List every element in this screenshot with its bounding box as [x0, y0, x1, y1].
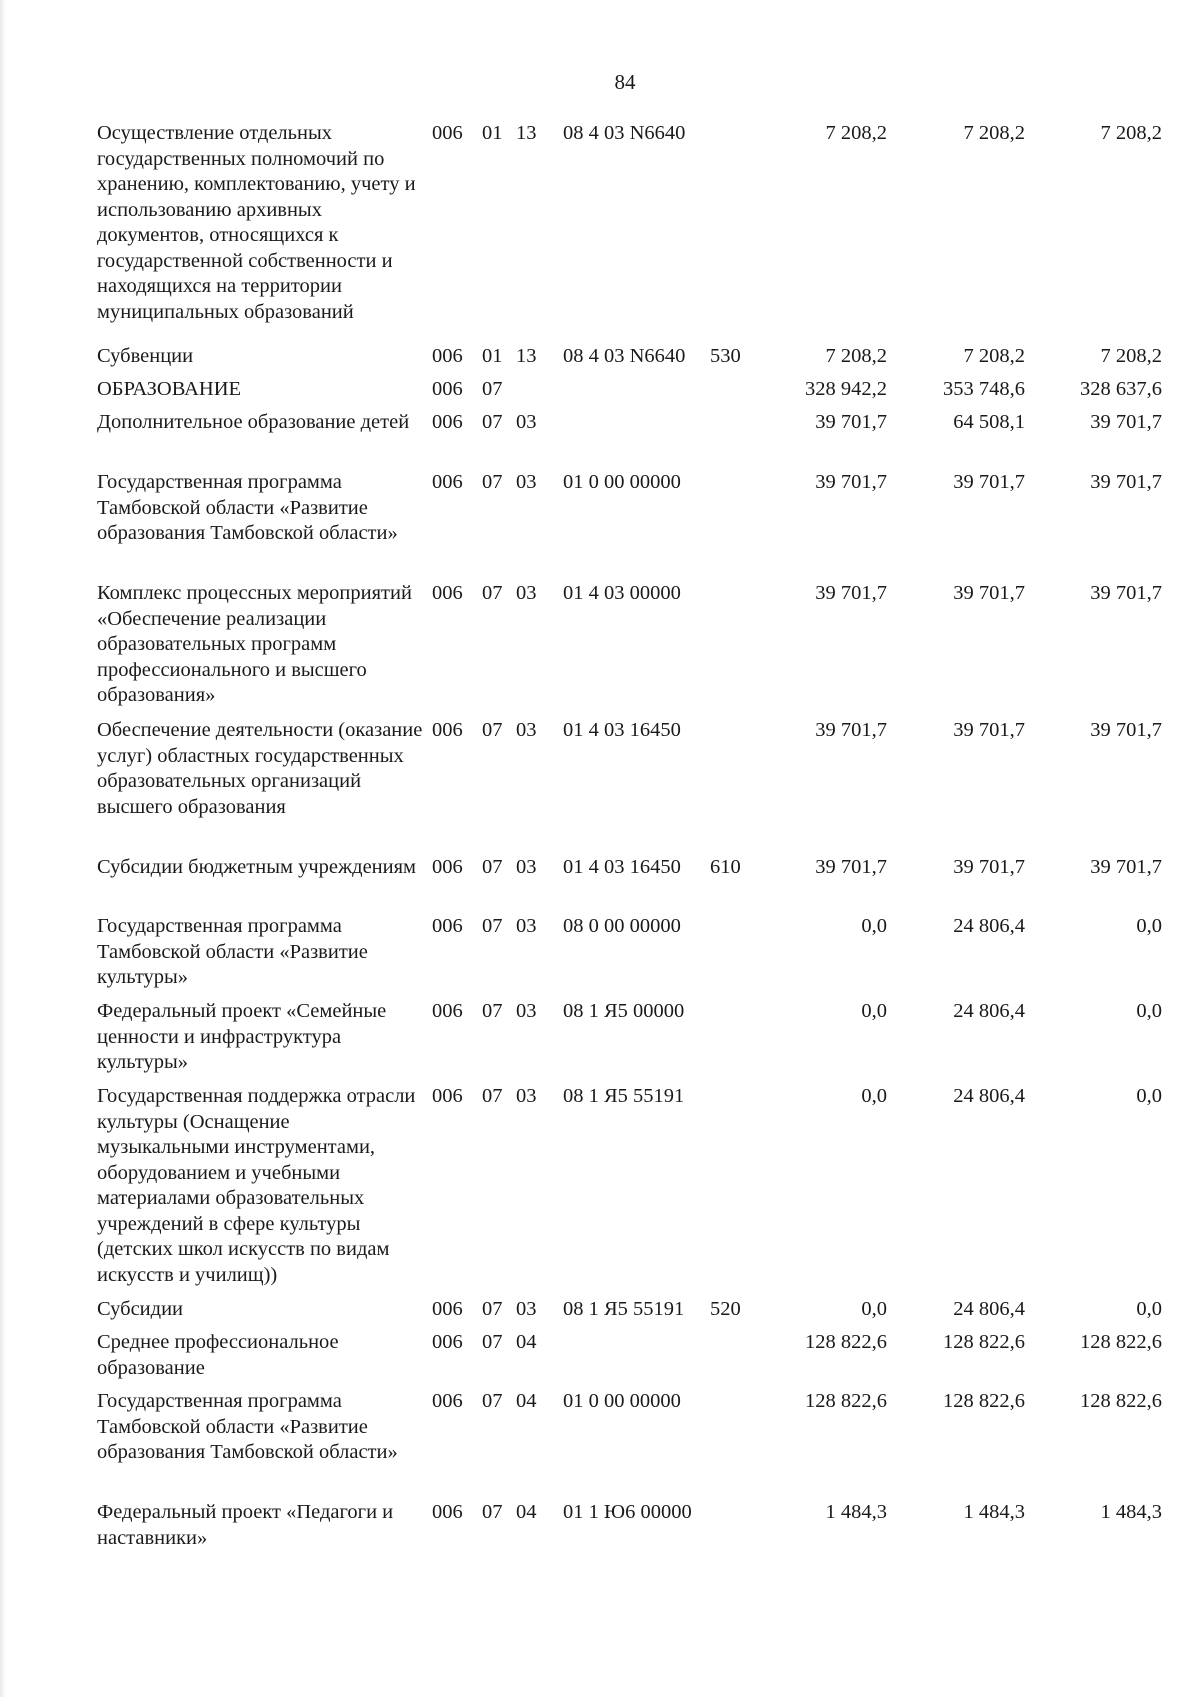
cell-value-2: 128 822,6 — [943, 1331, 1025, 1353]
cell-csr: 01 4 03 16450 — [563, 719, 681, 741]
cell-value-2: 24 806,4 — [953, 1085, 1025, 1107]
cell-rz: 07 — [482, 1000, 503, 1022]
cell-value-2: 64 508,1 — [953, 411, 1025, 433]
row-name: Среднее профессиональное образование — [97, 1331, 339, 1379]
cell-value-2: 353 748,6 — [943, 378, 1025, 400]
cell-rz: 07 — [482, 471, 503, 493]
cell-value-2: 24 806,4 — [953, 915, 1025, 937]
cell-value-3: 128 822,6 — [1080, 1331, 1162, 1353]
cell-vr: 520 — [710, 1298, 741, 1320]
cell-value-1: 128 822,6 — [805, 1331, 887, 1353]
cell-vr: 530 — [710, 345, 741, 367]
cell-rz: 07 — [482, 1501, 503, 1523]
cell-pr: 03 — [516, 1000, 537, 1022]
cell-rz: 01 — [482, 122, 503, 144]
cell-value-1: 328 942,2 — [805, 378, 887, 400]
row-name: Государственная программа Тамбовской области «Развитие образования Тамбовской области» — [97, 1390, 398, 1463]
row-name: Обеспечение деятельности (оказание услуг) областных государственных образовательных организаций высшего образования — [97, 719, 423, 818]
row-name: Комплекс процессных мероприятий «Обеспечение реализации образовательных программ профессионального и высшего образования» — [97, 582, 412, 706]
row-name: Государственная программа Тамбовской области «Развитие культуры» — [97, 915, 368, 988]
cell-value-3: 39 701,7 — [1090, 582, 1162, 604]
row-name: Осуществление отдельных государственных полномочий по хранению, комплектованию, учету и использованию архивных документов, относящихся к государственной собственности и находящихся на территории муниципальных образований — [97, 122, 416, 323]
cell-csr: 08 1 Я5 55191 — [563, 1298, 685, 1320]
cell-rz: 07 — [482, 1298, 503, 1320]
row-name: Государственная программа Тамбовской области «Развитие образования Тамбовской области» — [97, 471, 398, 544]
cell-value-3: 0,0 — [1136, 915, 1162, 937]
cell-pr: 03 — [516, 1298, 537, 1320]
row-name: ОБРАЗОВАНИЕ — [97, 378, 242, 400]
cell-gr: 006 — [432, 1298, 463, 1320]
cell-pr: 03 — [516, 719, 537, 741]
row-name: Государственная поддержка отрасли культуры (Оснащение музыкальными инструментами, оборудованием и учебными материалами образовательных учреждений в сфере культуры (детских школ искусств по видам искусств и училищ)) — [97, 1085, 416, 1286]
cell-value-1: 0,0 — [861, 1000, 887, 1022]
cell-value-3: 328 637,6 — [1080, 378, 1162, 400]
cell-value-3: 7 208,2 — [1100, 122, 1162, 144]
cell-value-2: 39 701,7 — [953, 856, 1025, 878]
cell-value-1: 0,0 — [861, 915, 887, 937]
cell-gr: 006 — [432, 1000, 463, 1022]
cell-csr: 08 1 Я5 55191 — [563, 1085, 685, 1107]
cell-rz: 07 — [482, 719, 503, 741]
cell-value-3: 39 701,7 — [1090, 411, 1162, 433]
cell-csr: 01 1 Ю6 00000 — [563, 1501, 692, 1523]
cell-gr: 006 — [432, 471, 463, 493]
cell-value-2: 39 701,7 — [953, 719, 1025, 741]
cell-rz: 07 — [482, 582, 503, 604]
cell-value-2: 39 701,7 — [953, 471, 1025, 493]
cell-value-3: 128 822,6 — [1080, 1390, 1162, 1412]
cell-pr: 03 — [516, 471, 537, 493]
cell-pr: 04 — [516, 1501, 537, 1523]
cell-value-1: 0,0 — [861, 1298, 887, 1320]
cell-value-2: 39 701,7 — [953, 582, 1025, 604]
cell-value-3: 39 701,7 — [1090, 856, 1162, 878]
cell-pr: 03 — [516, 411, 537, 433]
cell-rz: 07 — [482, 411, 503, 433]
cell-value-1: 7 208,2 — [825, 122, 887, 144]
cell-csr: 01 0 00 00000 — [563, 471, 681, 493]
cell-rz: 07 — [482, 1331, 503, 1353]
cell-value-3: 0,0 — [1136, 1000, 1162, 1022]
cell-pr: 04 — [516, 1331, 537, 1353]
cell-gr: 006 — [432, 856, 463, 878]
cell-gr: 006 — [432, 122, 463, 144]
cell-gr: 006 — [432, 1390, 463, 1412]
cell-csr: 08 4 03 N6640 — [563, 122, 686, 144]
cell-rz: 07 — [482, 378, 503, 400]
cell-pr: 04 — [516, 1390, 537, 1412]
cell-csr: 08 1 Я5 00000 — [563, 1000, 685, 1022]
cell-value-2: 7 208,2 — [963, 122, 1025, 144]
cell-value-2: 128 822,6 — [943, 1390, 1025, 1412]
page-number: 84 — [614, 70, 636, 94]
cell-csr: 01 4 03 16450 — [563, 856, 681, 878]
cell-value-1: 128 822,6 — [805, 1390, 887, 1412]
cell-value-2: 24 806,4 — [953, 1298, 1025, 1320]
row-name: Субсидии бюджетным учреждениям — [97, 856, 417, 878]
cell-value-3: 0,0 — [1136, 1085, 1162, 1107]
cell-value-1: 39 701,7 — [815, 856, 887, 878]
cell-rz: 01 — [482, 345, 503, 367]
cell-value-1: 39 701,7 — [815, 582, 887, 604]
row-name: Субсидии — [97, 1298, 184, 1320]
cell-pr: 03 — [516, 582, 537, 604]
cell-csr: 01 0 00 00000 — [563, 1390, 681, 1412]
cell-gr: 006 — [432, 1085, 463, 1107]
cell-gr: 006 — [432, 1501, 463, 1523]
cell-vr: 610 — [710, 856, 741, 878]
cell-value-1: 0,0 — [861, 1085, 887, 1107]
cell-value-3: 39 701,7 — [1090, 471, 1162, 493]
cell-csr: 08 4 03 N6640 — [563, 345, 686, 367]
cell-value-3: 1 484,3 — [1100, 1501, 1162, 1523]
cell-value-2: 7 208,2 — [963, 345, 1025, 367]
cell-value-3: 39 701,7 — [1090, 719, 1162, 741]
row-name: Федеральный проект «Семейные ценности и инфраструктура культуры» — [97, 1000, 387, 1073]
cell-pr: 03 — [516, 856, 537, 878]
cell-csr: 01 4 03 00000 — [563, 582, 681, 604]
cell-rz: 07 — [482, 915, 503, 937]
cell-gr: 006 — [432, 345, 463, 367]
cell-value-2: 1 484,3 — [963, 1501, 1025, 1523]
row-name: Федеральный проект «Педагоги и наставники» — [97, 1501, 394, 1549]
cell-rz: 07 — [482, 1085, 503, 1107]
cell-rz: 07 — [482, 1390, 503, 1412]
cell-gr: 006 — [432, 378, 463, 400]
cell-value-1: 1 484,3 — [825, 1501, 887, 1523]
cell-value-2: 24 806,4 — [953, 1000, 1025, 1022]
cell-csr: 08 0 00 00000 — [563, 915, 681, 937]
cell-gr: 006 — [432, 915, 463, 937]
row-name: Дополнительное образование детей — [97, 411, 410, 433]
row-name: Субвенции — [97, 345, 194, 367]
cell-gr: 006 — [432, 582, 463, 604]
cell-pr: 03 — [516, 1085, 537, 1107]
cell-pr: 03 — [516, 915, 537, 937]
cell-value-3: 7 208,2 — [1100, 345, 1162, 367]
cell-value-1: 39 701,7 — [815, 471, 887, 493]
cell-gr: 006 — [432, 1331, 463, 1353]
cell-value-1: 39 701,7 — [815, 411, 887, 433]
cell-value-1: 7 208,2 — [825, 345, 887, 367]
cell-pr: 13 — [516, 122, 537, 144]
cell-gr: 006 — [432, 719, 463, 741]
scan-edge — [0, 0, 6, 1697]
cell-pr: 13 — [516, 345, 537, 367]
cell-rz: 07 — [482, 856, 503, 878]
cell-value-1: 39 701,7 — [815, 719, 887, 741]
cell-value-3: 0,0 — [1136, 1298, 1162, 1320]
cell-gr: 006 — [432, 411, 463, 433]
